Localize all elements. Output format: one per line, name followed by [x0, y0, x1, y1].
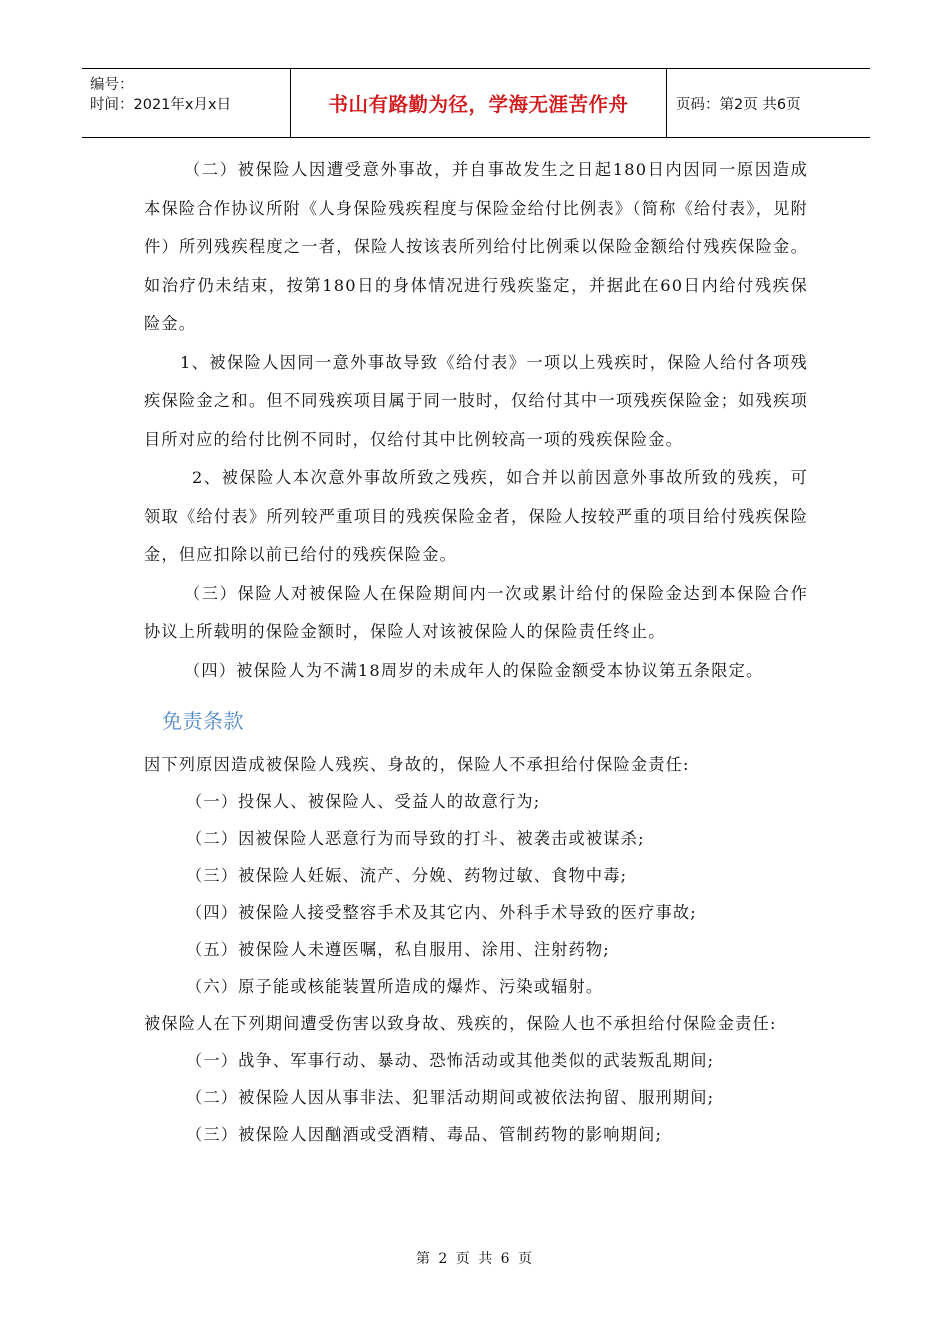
header-meta	[82, 69, 291, 137]
paragraph-disability-benefit: （二）被保险人因遭受意外事故，并自事故发生之日起180日内因同一原因造成本保险合作协议所附《人身保险残疾程度与保险金给付比例表》（简称《给付表》，见附件）所列残疾程度之一者，保险人按该表所列给付比例乘以保险金额给付残疾保险金。如治疗仍未结束，按第180日的身体情况进行残疾鉴定，并据此在60日内给付残疾保险金。	[144, 160, 808, 333]
exclusion-intro-1: 因下列原因造成被保险人残疾、身故的，保险人不承担给付保险金责任:	[144, 755, 690, 774]
section-title-exclusions: 免责条款	[162, 709, 244, 733]
exclusion-period-item: （二）被保险人因从事非法、犯罪活动期间或被依法拘留、服刑期间;	[186, 1088, 715, 1107]
exclusion-item: （二）因被保险人恶意行为而导致的打斗、被袭击或被谋杀;	[186, 829, 645, 848]
page-footer: 第 2 页 共 6 页	[415, 1251, 535, 1267]
exclusion-period-item: （三）被保险人因酗酒或受酒精、毒品、管制药物的影响期间;	[186, 1125, 663, 1144]
exclusion-period-item: （一）战争、军事行动、暴动、恐怖活动或其他类似的武装叛乱期间;	[186, 1051, 715, 1070]
document-body	[144, 151, 808, 1153]
header-page-number: 页码：第2页 共6页	[676, 96, 801, 113]
paragraph-liability-termination: （三）保险人对被保险人在保险期间内一次或累计给付的保险金达到本保险合作协议上所载明的保险金额时，保险人对该被保险人的保险责任终止。	[144, 583, 808, 641]
date-label: 时间：2021年x月x日	[90, 97, 232, 113]
exclusion-item: （一）投保人、被保险人、受益人的故意行为;	[186, 792, 541, 811]
paragraph-rule-2: 2、被保险人本次意外事故所致之残疾，如合并以前因意外事故所致的残疾，可领取《给付表》所列较严重项目的残疾保险金者，保险人按较严重的项目给付残疾保险金，但应扣除以前已给付的残疾保险金。	[144, 468, 808, 564]
header-motto: 书山有路勤为径，学海无涯苦作舟	[291, 69, 667, 137]
paragraph-rule-1: 1、被保险人因同一意外事故导致《给付表》一项以上残疾时，保险人给付各项残疾保险金之和。但不同残疾项目属于同一肢时，仅给付其中一项残疾保险金；如残疾项目所对应的给付比例不同时，仅给付其中比例较高一项的残疾保险金。	[144, 352, 808, 449]
exclusion-item: （三）被保险人妊娠、流产、分娩、药物过敏、食物中毒;	[186, 866, 628, 885]
exclusion-item: （四）被保险人接受整容手术及其它内、外科手术导致的医疗事故;	[186, 903, 697, 922]
page-header	[82, 68, 870, 138]
exclusion-intro-2: 被保险人在下列期间遭受伤害以致身故、残疾的，保险人也不承担给付保险金责任:	[144, 1014, 777, 1033]
exclusion-item: （六）原子能或核能装置所造成的爆炸、污染或辐射。	[186, 977, 604, 996]
paragraph-minor-limit: （四）被保险人为不满18周岁的未成年人的保险金额受本协议第五条限定。	[184, 660, 764, 680]
serial-number-label: 编号：	[90, 77, 134, 93]
exclusion-item: （五）被保险人未遵医嘱，私自服用、涂用、注射药物;	[186, 940, 610, 959]
